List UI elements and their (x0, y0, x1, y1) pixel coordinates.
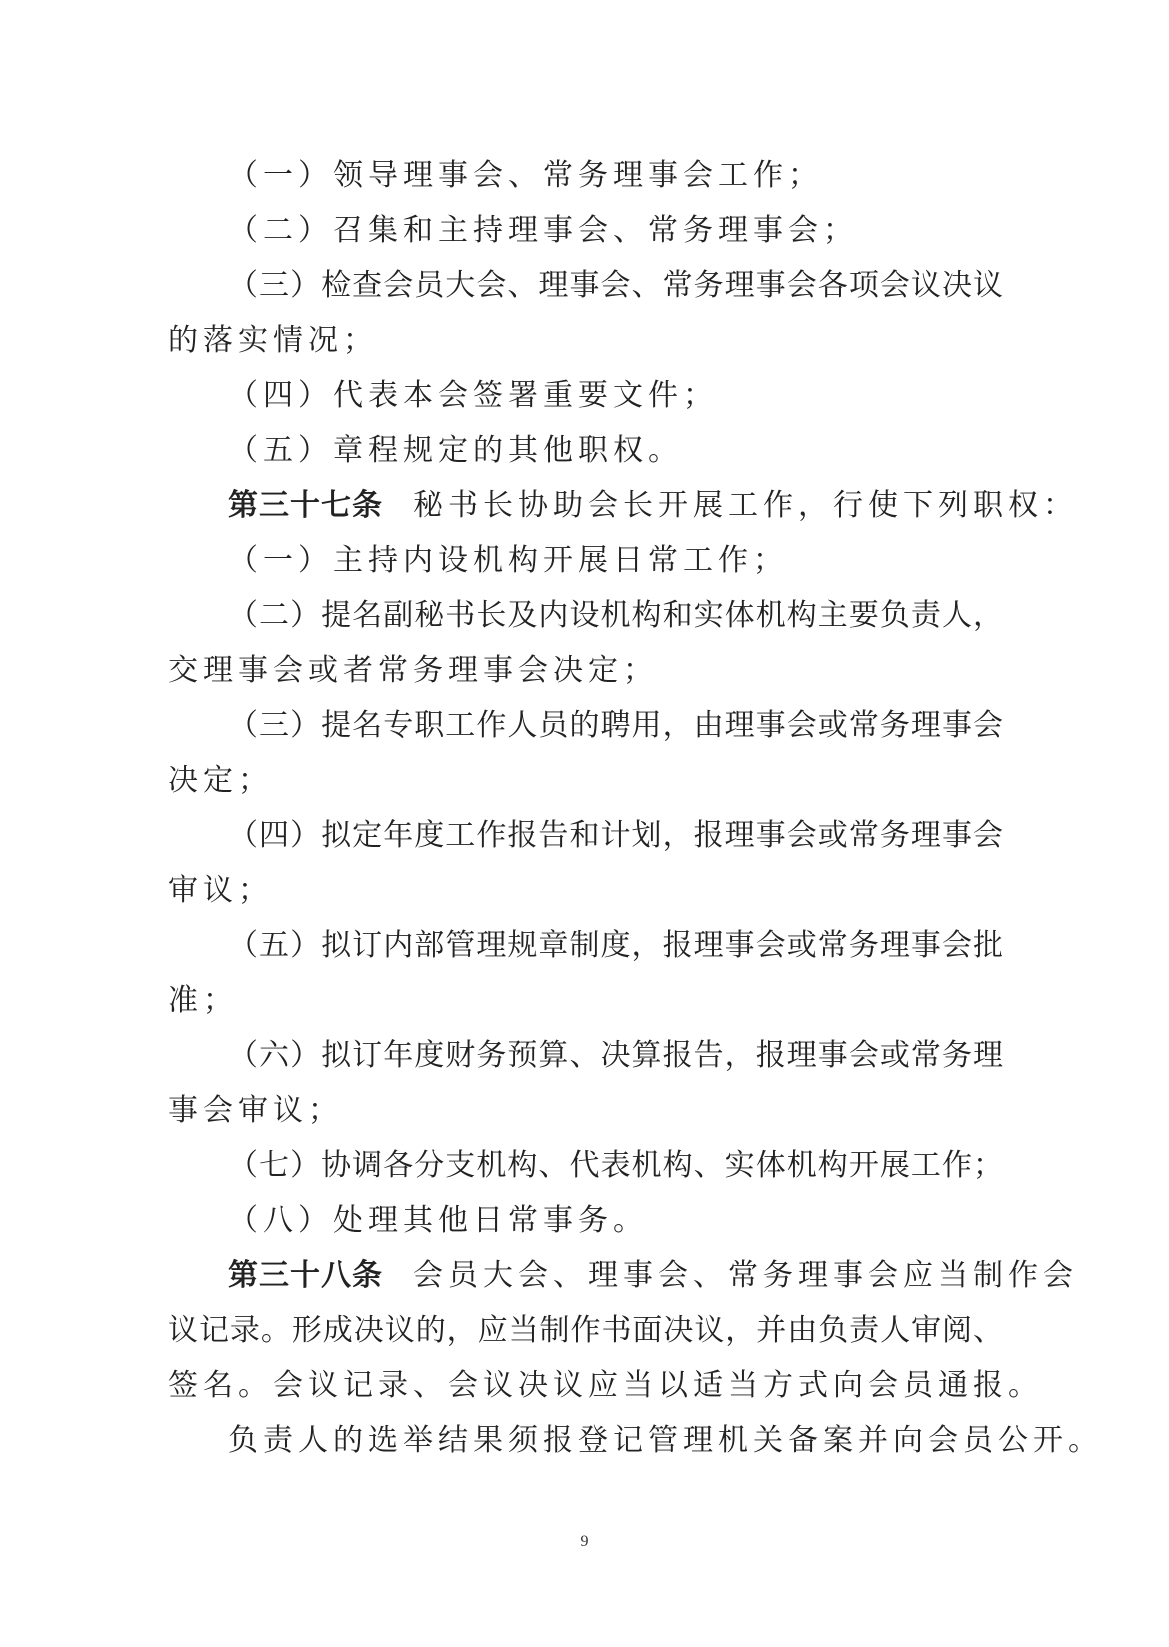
article-37-item-5: （五）拟订内部管理规章制度，报理事会或常务理事会批 (228, 928, 1003, 963)
duty-item-1: （一）领导理事会、常务理事会工作； (228, 158, 823, 193)
article-38-paragraph-line-2: 议记录。形成决议的，应当制作书面决议，并由负责人审阅、 (168, 1313, 1003, 1348)
article-37-item-8: （八）处理其他日常事务。 (228, 1203, 648, 1238)
article-38-title: 第三十八条 (228, 1258, 383, 1293)
article-38-paragraph-line-3: 签名。会议记录、会议决议应当以适当方式向会员通报。 (168, 1368, 1043, 1403)
article-38-paragraph-2: 负责人的选举结果须报登记管理机关备案并向会员公开。 (228, 1423, 1103, 1458)
article-37-item-3: （三）提名专职工作人员的聘用，由理事会或常务理事会 (228, 708, 1003, 743)
article-37-item-6-continued: 事会审议； (168, 1093, 343, 1128)
page-number: 9 (580, 1533, 589, 1550)
duty-item-3: （三）检查会员大会、理事会、常务理事会各项会议决议 (228, 268, 1003, 303)
duty-item-4: （四）代表本会签署重要文件； (228, 378, 718, 413)
article-38-heading (168, 1248, 1078, 1303)
article-38-intro: 会员大会、理事会、常务理事会应当制作会 (413, 1258, 1078, 1293)
duty-item-5: （五）章程规定的其他职权。 (228, 433, 683, 468)
article-37-title: 第三十七条 (228, 488, 383, 523)
article-37-item-4-continued: 审议； (168, 873, 273, 908)
article-37-intro: 秘书长协助会长开展工作，行使下列职权： (413, 488, 1078, 523)
article-37-heading (168, 478, 1078, 533)
article-37-item-2-continued: 交理事会或者常务理事会决定； (168, 653, 658, 688)
duty-item-3-continued: 的落实情况； (168, 323, 378, 358)
article-37-item-3-continued: 决定； (168, 763, 273, 798)
article-37-item-6: （六）拟订年度财务预算、决算报告，报理事会或常务理 (228, 1038, 1003, 1073)
article-37-item-4: （四）拟定年度工作报告和计划，报理事会或常务理事会 (228, 818, 1003, 853)
article-37-item-1: （一）主持内设机构开展日常工作； (228, 543, 788, 578)
article-37-item-2: （二）提名副秘书长及内设机构和实体机构主要负责人， (228, 598, 1003, 633)
article-37-item-5-continued: 准； (168, 983, 238, 1018)
article-37-item-7: （七）协调各分支机构、代表机构、实体机构开展工作； (228, 1148, 1003, 1183)
document-body (168, 148, 1103, 1468)
duty-item-2: （二）召集和主持理事会、常务理事会； (228, 213, 858, 248)
